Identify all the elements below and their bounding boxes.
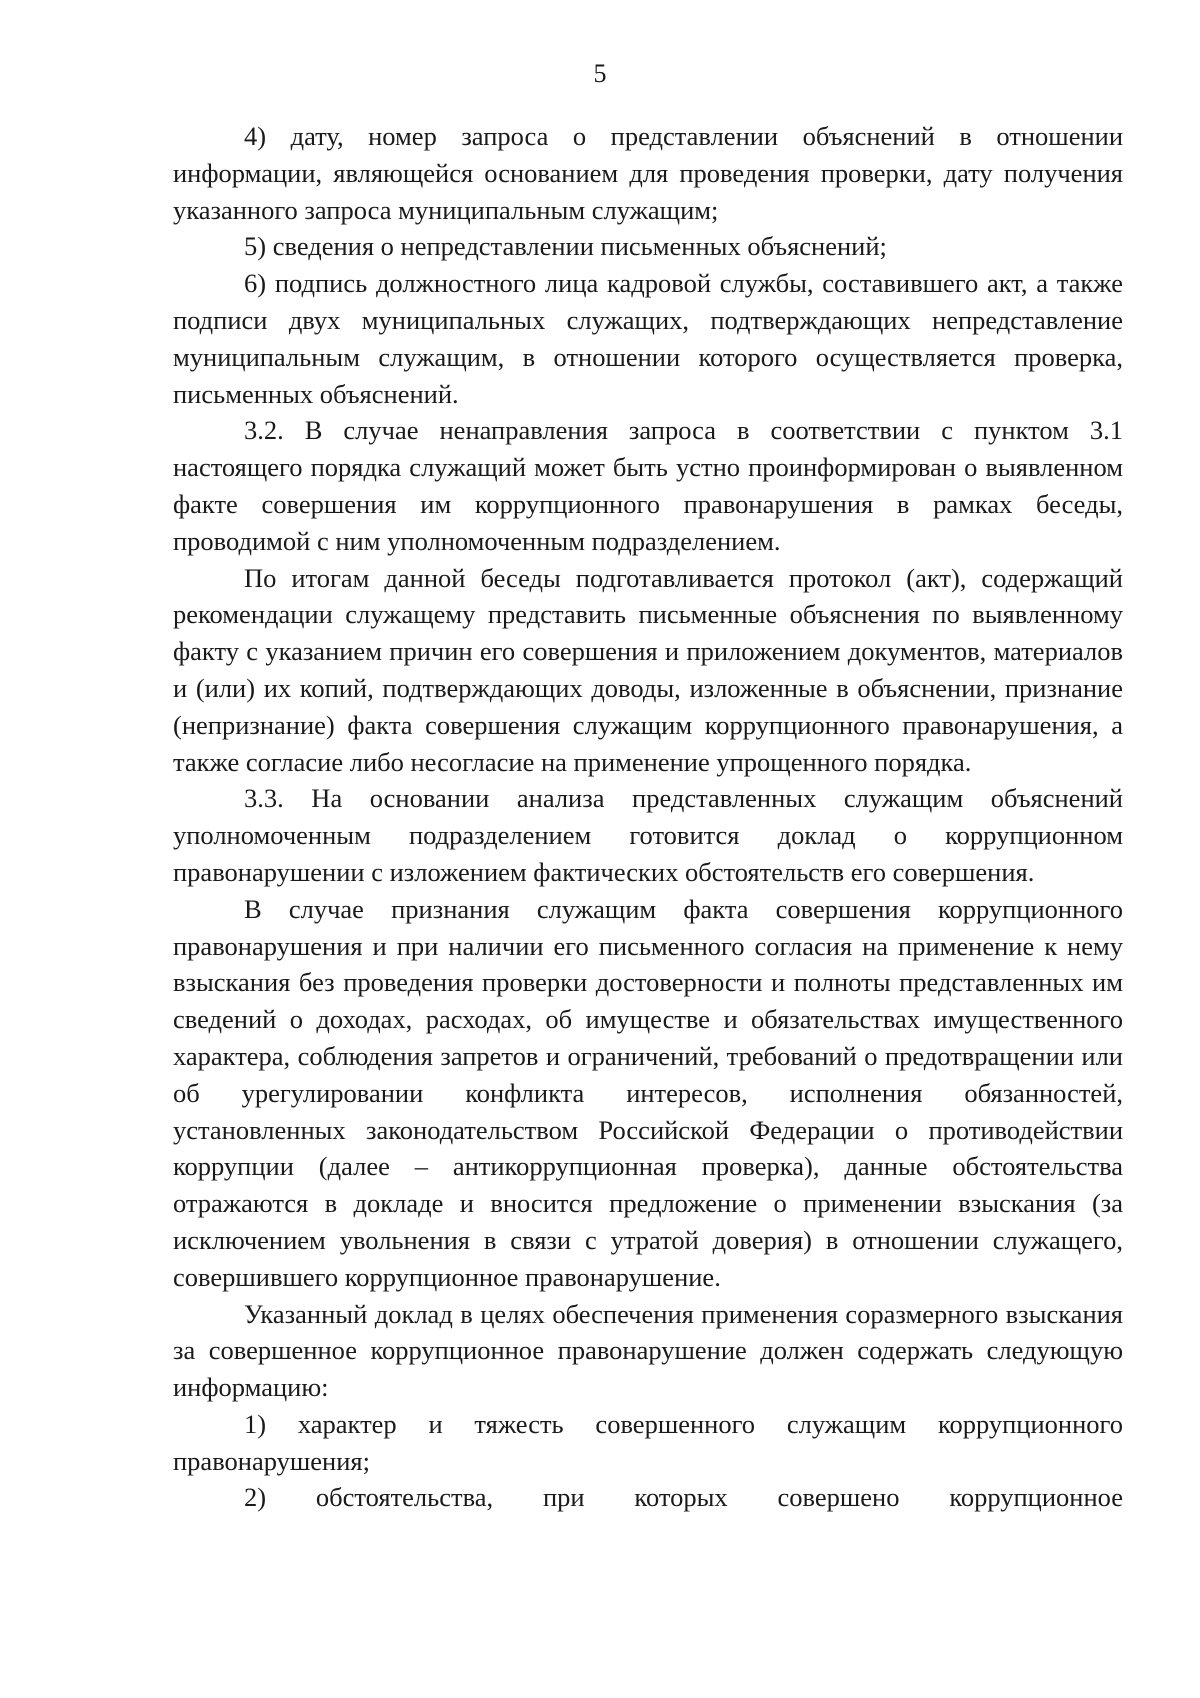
paragraph-item-5-non-submission: 5) сведения о непредставлении письменных объяснений; xyxy=(244,231,887,262)
paragraph-protocol: По итогам данной беседы подготавливается протокол (акт), содержащий рекомендации служащему представить письменные объяснения по выявленному факту с указанием причин его совершения и приложением документов, материалов и (или) их копий, подтверждающих доводы, изложенные в объяснении, признание (непризнание) факта совершения служащим коррупционного правонарушения, а также согласие либо несогласие на применение упрощенного порядка. xyxy=(173,562,1123,777)
paragraph-3-2: 3.2. В случае ненаправления запроса в соответствии с пунктом 3.1 настоящего порядка служащий может быть устно проинформирован о выявленном факте совершения им коррупционного правонарушения в рамках беседы, проводимой с ним уполномоченным подразделением. xyxy=(173,415,1123,556)
paragraph-list-item-2: 2) обстоятельства, при которых совершено коррупционное xyxy=(244,1482,1123,1513)
paragraph-admission-case: В случае признания служащим факта совершения коррупционного правонарушения и при наличии его письменного согласия на применение к нему взыскания без проведения проверки достоверности и полноты представленных им сведений о доходах, расходах, об имуществе и обязательствах имущественного характера, соблюдения запретов и ограничений, требований о предотвращении или об урегулировании конфликта интересов, исполнения обязанностей, установленных законодательством Российской Федерации о противодействии коррупции (далее – антикоррупционная проверка), данные обстоятельства отражаются в докладе и вносится предложение о применении взыскания (за исключением увольнения в связи с утратой доверия) в отношении служащего, совершившего коррупционное правонарушение. xyxy=(173,893,1123,1292)
page-number: 5 xyxy=(593,59,607,88)
paragraph-3-3: 3.3. На основании анализа представленных служащим объяснений уполномоченным подразделением готовится доклад о коррупционном правонарушении с изложением фактических обстоятельств его совершения. xyxy=(173,783,1123,887)
paragraph-item-6-signature: 6) подпись должностного лица кадровой службы, составившего акт, а также подписи двух муниципальных служащих, подтверждающих непредставление муниципальным служащим, в отношении которого осуществляется проверка, письменных объяснений. xyxy=(173,268,1123,409)
paragraph-list-item-1: 1) характер и тяжесть совершенного служащим коррупционного правонарушения; xyxy=(173,1408,1123,1476)
paragraph-item-4-request-date: 4) дату, номер запроса о представлении объяснений в отношении информации, являющейся основанием для проведения проверки, дату получения указанного запроса муниципальным служащим; xyxy=(173,121,1123,225)
paragraph-report-contents: Указанный доклад в целях обеспечения применения соразмерного взыскания за совершенное коррупционное правонарушение должен содержать следующую информацию: xyxy=(173,1298,1123,1403)
document-body xyxy=(173,118,1123,1516)
